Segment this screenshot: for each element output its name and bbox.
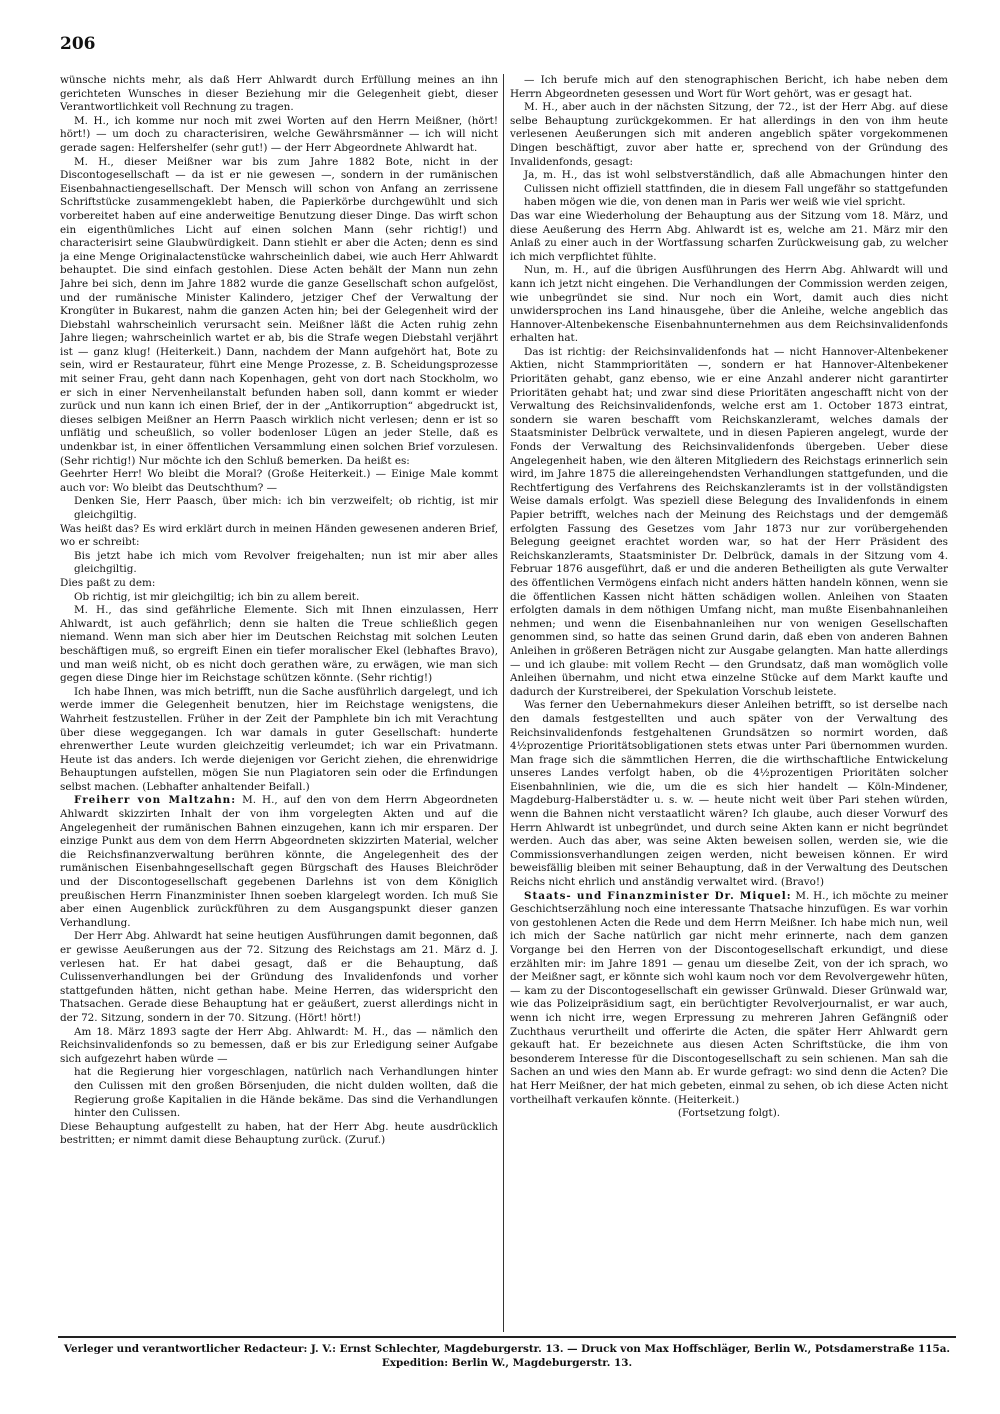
paragraph: Am 18. März 1893 sagte der Herr Abg. Ahlwardt: M. H., das — nämlich den Reichsinvalidenfonds so zu bemessen, daß er bis zur Erledigung seiner Aufgabe sich aufgezehrt haben würde —	[60, 1025, 498, 1065]
paragraph: M. H., dieser Meißner war bis zum Jahre 1882 Bote, nicht in der Discontogesellschaft — da ist er nie gewesen —, sondern in der rumänischen Eisenbahnactiengesellschaft. Der Mensch will schon von Anfang an zerrissene Schriftstücke zusammengeklebt haben, die Papierkörbe durchgewühlt und sich vorbereitet haben auf eine anderweitige Benutzung dieser Dinge. Das wirft schon ein eigenthümliches Licht auf einen solchen Mann (sehr richtig!) und characterisirt seine Glaubwürdigkeit. Dann stiehlt er aber die Acten; denn es sind ja eine Menge Originalactenstücke wahrscheinlich dabei, wie auch Herr Ahlwardt behauptet. Die sind einfach gestohlen. Diese Acten behält der Mann nun zehn Jahre bei sich, denn im Jahre 1882 wurde die ganze Gesellschaft schon aufgelöst, und der rumänische Minister Kalindero, jetziger Chef der Verwaltung der Krongüter in Bukarest, nahm die ganzen Acten hin; bei der Gelegenheit wird der Diebstahl wahrscheinlich verursacht sein. Meißner läßt die Acten ruhig zehn Jahre liegen; wahrscheinlich wartet er ab, bis die Strafe wegen Diebstahl verjährt ist — ganz klug! (Heiterkeit.) Dann, nachdem der Mann aufgehört hat, Bote zu sein, wird er Restaurateur, führt eine Menge Prozesse, z. B. Scheidungsprozesse mit seiner Frau, geht dann nach Kopenhagen, geht von dort nach Stockholm, wo er sich in einer Nervenheilanstalt befunden haben soll, dann kommt er wieder zurück und nun kann ich einen Brief, der in der „Antikorruption“ abgedruckt ist, dieses selbigen Meißner an Herrn Paasch wirklich nicht verlesen; denn er ist so unflätig und scheußlich, so voller bodenloser Lügen an jeder Stelle, daß es undenkbar ist, in einer öffentlichen Versammlung einen solchen Brief vorzulesen. (Sehr richtig!) Nur möchte ich den Schluß bemerken. Da heißt es:	[60, 155, 498, 467]
paragraph: hat die Regierung hier vorgeschlagen, natürlich nach Verhandlungen hinter den Culissen mit den großen Börsenjuden, die nicht dulden wollten, daß die Regierung große Kapitalien in die Hände bekäme. Das sind die Verhandlungen hinter den Culissen.	[74, 1066, 498, 1120]
paragraph	[60, 794, 498, 930]
right-column	[510, 74, 948, 1332]
imprint-line-expedition: Expedition: Berlin W., Magdeburgerstr. 13.	[381, 1357, 633, 1369]
imprint-line-publisher: Verleger und verantwortlicher Redacteur: J. V.: Ernst Schlechter, Magdeburgerstr. 13. — Druck von Max Hoffschläger, Berlin W., Potsdamerstraße 115a.	[63, 1343, 951, 1355]
paragraph: Was ferner den Uebernahmekurs dieser Anleihen betrifft, so ist derselbe nach den damals festgestellten und auch später von der Verwaltung des Reichsinvalidenfonds festgehaltenen Grundsätzen so normirt worden, daß 4½prozentige Prioritätsobligationen stets etwas unter Pari übernommen wurden. Man frage sich die sämmtlichen Herren, die die wirthschaftliche Entwickelung unseres Landes verfolgt haben, ob die 4½prozentigen Prioritäten solcher Eisenbahnlinien, wie die, um die es sich hier handelt — Köln-Mindener, Magdeburg-Halberstädter u. s. w. — heute nicht weit über Pari stehen würden, wenn die Bahnen nicht verstaatlicht wären? Ich glaube, auch dieser Vorwurf des Herrn Ahlwardt ist unbegründet, und durch seine Akten kann er nicht begründet werden. Auch das aber, was seine Akten beweisen sollen, werden sie, wie die Commissionsverhandlungen zeigen werden, nicht beweisen können. Er wird beweisfällig bleiben mit seiner Behauptung, daß in der Verwaltung des Deutschen Reichs nicht ehrlich und anständig verwaltet wird. (Bravo!)	[510, 699, 948, 889]
paragraph: Diese Behauptung aufgestellt zu haben, hat der Herr Abg. heute ausdrücklich bestritten; er nimmt damit diese Behauptung zurück. (Zuruf.)	[60, 1120, 498, 1147]
imprint-footer	[58, 1342, 956, 1370]
speech-text: M. H., ich möchte zu meiner Geschichtserzählung noch eine interessante Thatsache hinzufügen. Es war vorhin von gestohlenen Acten die Rede und dem Herrn Meißner. Ich habe mich nun, weil ich mich der Sache natürlich gar nicht mehr erinnerte, nach dem ganzen Vorgange bei den Herren von der Discontogesellschaft erkundigt, und diese erzählten mir: im Jahre 1891 — genau um dieselbe Zeit, von der ich sprach, wo der Meißner sagt, er könnte sich wohl kaum noch vor dem Revolvergewehr hüten, — kam zu der Discontogesellschaft ein gewisser Grünwald. Dieser Grünwald war, wie das Polizeipräsidium sagt, ein berüchtigter Revolverjournalist, er war auch, wenn ich nicht irre, wegen Erpressung zu mehreren Jahren Gefängniß oder Zuchthaus verurtheilt und offerirte die Acten, die später Herr Ahlwardt gern gekauft hat. Er bezeichnete aus diesen Acten Schriftstücke, die ihm von besonderem Interesse für die Discontogesellschaft zu sein schienen. Man sah die Sachen an und wies den Mann ab. Er wurde gefragt: wo sind denn die Acten? Die hat Herr Meißner, der hat mich gebeten, einmal zu sehen, ob ich diese Acten nicht vortheilhaft verkaufen könnte. (Heiterkeit.)	[510, 889, 948, 1106]
paragraph: Das ist richtig: der Reichsinvalidenfonds hat — nicht Hannover-Altenbekener Aktien, nicht Stammprioritäten —, sondern er hat Hannover-Altenbekener Prioritäten gehabt, ganz ebenso, wie er eine Anzahl anderer nicht garantirter Prioritäten gehabt hat; und zwar sind diese Prioritäten angeschafft nicht von der Verwaltung des Reichsinvalidenfonds, welche erst am 1. October 1873 eintrat, sondern sie waren beschafft vom Reichskanzleramt, welches damals der Staatsminister Delbrück verwaltete, und in diesen Papieren angelegt, wurde der Fonds der Verwaltung des Reichsinvalidenfonds übergeben. Ueber diese Angelegenheit haben, wie den älteren Mitgliedern des Reichstags erinnerlich sein wird, im Jahre 1875 die allereingehendsten Verhandlungen stattgefunden, und die Rechtfertigung des Verfahrens des Reichskanzleramts ist in der vollständigsten Weise damals erfolgt. Was speziell diese Belegung des Invalidenfonds in einem Papier betrifft, welches nach der Meinung des Reichstags und der demgemäß erfolgten Fassung des Gesetzes vom Jahr 1873 nur zur vorübergehenden Belegung geeignet erachtet worden war, so hat der Herr Präsident des Reichskanzleramts, Staatsminister Dr. Delbrück, damals in der Sitzung vom 4. Februar 1876 ausgeführt, daß er und die anderen Betheiligten als gute Verwalter des öffentlichen Vermögens einfach nicht anders hätten handeln können, wenn sie die öffentlichen Kassen nicht hätten schädigen wollen. Anleihen von Staaten erfolgten damals in dem nöthigen Umfang nicht, man mußte Eisenbahnanleihen nehmen; und wenn die Eisenbahnanleihen nur von wenigen Gesellschaften genommen sind, so hatte das seinen Grund darin, daß eben von anderen Bahnen Anleihen in größeren Beträgen nicht zur Ausgabe gelangten. Man hatte allerdings — und ich glaube: mit vollem Recht — den Grundsatz, daß man womöglich volle Anleihen übernahm, und nicht etwa einzelne Stücke auf dem Markt kaufte und dadurch der Kurstreiberei, der Spekulation Vorschub leistete.	[510, 345, 948, 698]
paragraph: Ja, m. H., das ist wohl selbstverständlich, daß alle Abmachungen hinter den Culissen nicht offiziell stattfinden, die in diesem Fall ungefähr so stattgefunden haben mögen wie die, von denen man in Paris wer weiß wie viel spricht.	[524, 169, 948, 209]
paragraph: (Fortsetzung folgt).	[677, 1107, 781, 1120]
paragraph: Ob richtig, ist mir gleichgiltig; ich bin zu allem bereit.	[74, 590, 360, 603]
paragraph: wünsche nichts mehr, als daß Herr Ahlwardt durch Erfüllung meines an ihn gerichteten Wunsches in dieser Beziehung mir die Gelegenheit giebt, dieser Verantwortlichkeit voll Rechnung zu tragen.	[60, 74, 498, 114]
paragraph: M. H., aber auch in der nächsten Sitzung, der 72., ist der Herr Abg. auf diese selbe Behauptung zurückgekommen. Er hat allerdings in den von ihm heute verlesenen Aeußerungen sich mit anderen angeblich später vorgekommenen Dingen beschäftigt, zuvor aber hatte er, sprechend von der Gründung des Invalidenfonds, gesagt:	[510, 101, 948, 168]
paragraph: Denken Sie, Herr Paasch, über mich: ich bin verzweifelt; ob richtig, ist mir gleichgiltig.	[74, 495, 498, 521]
footer-divider	[58, 1336, 956, 1338]
speaker-name: Freiherr von Maltzahn:	[74, 794, 237, 807]
paragraph: Was heißt das? Es wird erklärt durch in meinen Händen gewesenen anderen Brief, wo er schreibt:	[60, 522, 498, 549]
paragraph: Geehrter Herr! Wo bleibt die Moral? (Große Heiterkeit.) — Einige Male kommt auch vor: Wo bleibt das Deutschthum? —	[60, 468, 498, 494]
paragraph: Dies paßt zu dem:	[60, 576, 156, 589]
paragraph: M. H., ich komme nur noch mit zwei Worten auf den Herrn Meißner, (hört! hört!) — um doch zu characterisiren, welche Gewährsmänner — ich will nicht gerade sagen: Helfershelfer (sehr gut!) — der Herr Abgeordnete Ahlwardt hat.	[60, 114, 498, 154]
paragraph: Bis jetzt habe ich mich vom Revolver freigehalten; nun ist mir aber alles gleichgiltig.	[74, 549, 498, 576]
paragraph: Der Herr Abg. Ahlwardt hat seine heutigen Ausführungen damit begonnen, daß er gewisse Aeußerungen aus der 72. Sitzung des Reichstags am 21. März d. J. verlesen hat. Er hat dabei gesagt, daß er die Behauptung, daß Culissenverhandlungen bei der Gründung des Invalidenfonds und vorher stattgefunden hätten, nicht gethan habe. Meine Herren, das widerspricht den Thatsachen. Gerade diese Behauptung hat er geäußert, zuerst allerdings nicht in der 72. Sitzung, sondern in der 70. Sitzung. (Hört! hört!)	[60, 930, 498, 1024]
paragraph: Das war eine Wiederholung der Behauptung aus der Sitzung vom 18. März, und diese Aeußerung des Herrn Abg. Ahlwardt ist es, welche am 21. März mir den Anlaß zu einer auch in der Wortfassung scharfen Zurückweisung gab, zu welcher ich mich verpflichtet fühlte.	[510, 209, 948, 263]
paragraph: — Ich berufe mich auf den stenographischen Bericht, ich habe neben dem Herrn Abgeordneten gesessen und Wort für Wort gehört, was er gesagt hat.	[510, 74, 948, 100]
speaker-name: Staats- und Finanzminister Dr. Miquel:	[524, 889, 792, 902]
speech-text: M. H., auf den von dem Herrn Abgeordneten Ahlwardt skizzirten Inhalt der von ihm vorgelegten Akten und auf die Angelegenheit der rumänischen Bahnen einzugehen, kann ich mir ersparen. Der einzige Punkt aus dem von dem Herrn Abgeordneten skizzirten Material, welcher die Reichsfinanzverwaltung berühren könnte, die Angelegenheit des der rumänischen Eisenbahngesellschaft gegen Bürgschaft des Hauses Bleichröder und der Discontogesellschaft gegebenen Darlehns ist von dem Königlich preußischen Herrn Finanzminister Ihnen soeben klargelegt worden. Ich muß Sie aber einen Augenblick zurückführen zu dem Ausgangspunkt dieser ganzen Verhandlung.	[60, 794, 498, 929]
left-column	[60, 74, 498, 1332]
paragraph: Ich habe Ihnen, was mich betrifft, nun die Sache ausführlich dargelegt, und ich werde immer die Gelegenheit benutzen, hier im Reichstage wenigstens, die Wahrheit festzustellen. Früher in der Zeit der Pamphlete bin ich mit Verachtung über diese weggegangen. Ich war damals in guter Gesellschaft: hunderte ehrenwerther Leute wurden gleichzeitig verleumdet; ich war ein Privatmann. Heute ist das anders. Ich werde diejenigen vor Gericht ziehen, die ehrenwidrige Behauptungen aufstellen, mögen Sie nun Plagiatoren sein oder die Erfindungen selbst machen. (Lebhafter anhaltender Beifall.)	[60, 685, 498, 793]
paragraph: Nun, m. H., auf die übrigen Ausführungen des Herrn Abg. Ahlwardt will und kann ich jetzt nicht eingehen. Die Verhandlungen der Commission werden zeigen, wie unbegründet sie sind. Nur noch ein Wort, damit auch dies nicht unwidersprochen ins Land hinausgehe, über die Anleihe, welche angeblich das Hannover-Altenbekensche Eisenbahnunternehmen aus dem Reichsinvalidenfonds erhalten hat.	[510, 264, 948, 345]
column-divider	[503, 74, 504, 1332]
paragraph: M. H., das sind gefährliche Elemente. Sich mit Ihnen einzulassen, Herr Ahlwardt, ist auch gefährlich; denn sie halten die Treue schließlich gegen niemand. Wenn man sich aber hier im Deutschen Reichstag mit solchen Leuten beschäftigen muß, so ergreift Einen ein tiefer moralischer Ekel (lebhaftes Bravo), und man weiß nicht, ob es nicht doch gerathen wäre, zu erwägen, wie man sich gegen diese Dinge hier im Reichstage schützen könnte. (Sehr richtig!)	[60, 604, 498, 685]
page-number: 206	[60, 34, 96, 54]
paragraph	[510, 890, 948, 1108]
